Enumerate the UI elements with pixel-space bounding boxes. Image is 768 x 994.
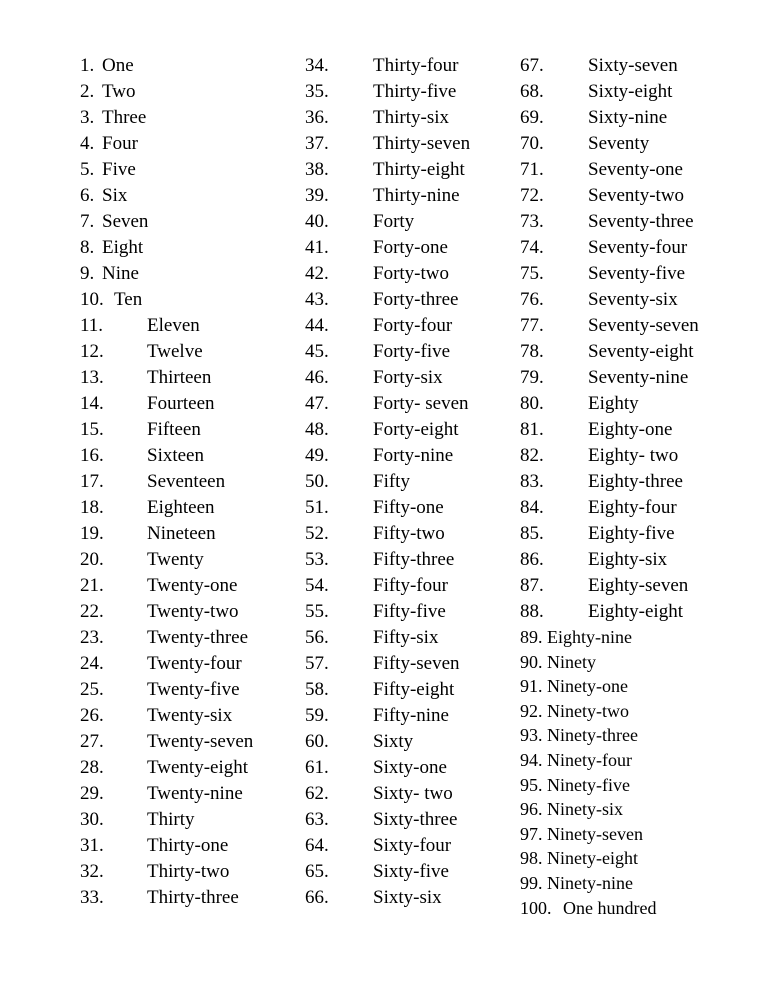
list-item-number: 26. [80, 705, 104, 726]
list-item-number: 68. [520, 81, 544, 102]
list-item-number: 49. [305, 445, 329, 466]
list-item-word: Seventy-two [588, 185, 685, 206]
list-item-number: 1. [80, 55, 95, 76]
list-item-word: Forty-three [373, 289, 459, 310]
list-item-word: Forty [373, 211, 415, 232]
list-item-number: 4. [80, 133, 95, 154]
list-item-number: 52. [305, 523, 329, 544]
list-item-word: Thirty-seven [373, 133, 471, 154]
list-item-number: 6. [80, 185, 95, 206]
list-item-word: Eighty [588, 393, 639, 414]
list-item-number: 86. [520, 549, 544, 570]
list-item-word: Ninety-eight [547, 848, 638, 869]
list-item-word: Fifty-two [373, 523, 445, 544]
list-item-number: 56. [305, 627, 329, 648]
list-item-word: Sixty-five [373, 861, 449, 882]
list-item-number: 2. [80, 81, 95, 102]
list-item-word: Twenty-nine [147, 783, 243, 804]
list-item-number: 73. [520, 211, 544, 232]
list-item-number: 89. [520, 627, 543, 647]
list-item-number: 17. [80, 471, 104, 492]
list-item-number: 78. [520, 341, 544, 362]
list-item-number: 28. [80, 757, 104, 778]
list-item-word: Ninety-nine [547, 872, 633, 893]
list-item-number: 13. [80, 367, 104, 388]
list-item-number: 18. [80, 497, 104, 518]
list-item-number: 34. [305, 55, 329, 76]
list-item-number: 47. [305, 393, 329, 414]
list-item-number: 46. [305, 367, 329, 388]
list-item-number: 63. [305, 809, 329, 830]
list-item-number: 30. [80, 809, 104, 830]
list-item-number: 84. [520, 497, 544, 518]
list-item-number: 95. [520, 774, 543, 795]
list-item-word: Forty-four [373, 315, 453, 336]
list-item-number: 20. [80, 549, 104, 570]
list-item-number: 62. [305, 783, 329, 804]
list-item-word: Forty-five [373, 341, 451, 362]
list-item-word: Thirty-eight [373, 159, 465, 180]
list-item-number: 23. [80, 627, 104, 648]
list-item-word: Sixty-three [373, 809, 458, 830]
list-item-word: Sixty- two [373, 783, 453, 804]
list-item-word: Fifty-eight [373, 679, 455, 700]
list-item-word: Seventy-nine [588, 367, 689, 388]
list-item-word: Sixty-one [373, 757, 447, 778]
list-item-number: 57. [305, 653, 329, 674]
list-item-word: Seventy-three [588, 211, 694, 232]
list-item-number: 81. [520, 419, 544, 440]
list-item-word: Forty-nine [373, 445, 454, 466]
list-item-word: Thirty-nine [373, 185, 460, 206]
list-item-word: Fifty-five [373, 601, 446, 622]
list-item-word: Twenty-one [147, 575, 238, 596]
list-item-number: 85. [520, 523, 544, 544]
list-item-number: 92. [520, 700, 543, 721]
list-item-word: Fourteen [147, 393, 215, 414]
list-item-number: 22. [80, 601, 104, 622]
list-item-word: Ninety-one [547, 676, 628, 697]
list-item-number: 82. [520, 445, 544, 466]
list-item-word: Thirty-one [147, 835, 229, 856]
list-item-number: 80. [520, 393, 544, 414]
list-item-number: 36. [305, 107, 329, 128]
list-item-word: Sixty-six [373, 887, 442, 908]
list-item-word: Ninety-two [547, 700, 629, 721]
list-item-number: 42. [305, 263, 329, 284]
list-item-word: Thirty-two [147, 861, 230, 882]
list-item-number: 59. [305, 705, 329, 726]
list-item-word: Twenty-four [147, 653, 242, 674]
list-item-word: Eighty- two [588, 445, 679, 466]
list-item-number: 74. [520, 237, 544, 258]
list-item-word: Fifty [373, 471, 410, 492]
list-item-word: Eighty-three [588, 471, 683, 492]
list-item-number: 76. [520, 289, 544, 310]
list-item-number: 32. [80, 861, 104, 882]
list-item-word: Twenty-eight [147, 757, 249, 778]
list-item-number: 33. [80, 887, 104, 908]
list-item-number: 3. [80, 107, 95, 128]
list-item-number: 54. [305, 575, 329, 596]
list-item-word: Fifteen [147, 419, 201, 440]
list-item-number: 45. [305, 341, 329, 362]
list-item-word: Sixty-four [373, 835, 452, 856]
list-item-word: Eighty-eight [588, 601, 683, 622]
list-item-word: Ninety-five [547, 774, 630, 795]
list-item-number: 48. [305, 419, 329, 440]
list-item-number: 43. [305, 289, 329, 310]
list-item-word: Forty-one [373, 237, 448, 258]
list-item-number: 88. [520, 601, 544, 622]
list-item-number: 75. [520, 263, 544, 284]
list-item-number: 67. [520, 55, 544, 76]
list-item-word: Nineteen [147, 523, 216, 544]
list-item-word: Ninety [547, 651, 596, 672]
list-item-number: 40. [305, 211, 329, 232]
list-item-number: 72. [520, 185, 544, 206]
list-item-number: 35. [305, 81, 329, 102]
list-item-number: 51. [305, 497, 329, 518]
list-item-number: 58. [305, 679, 329, 700]
list-item-word: One hundred [563, 897, 657, 918]
list-item-number: 64. [305, 835, 329, 856]
list-item-number: 65. [305, 861, 329, 882]
list-item-number: 94. [520, 749, 543, 770]
list-item-word: Three [102, 107, 147, 128]
list-item-number: 97. [520, 823, 543, 844]
list-item-word: Forty-six [373, 367, 443, 388]
list-item-word: Seven [102, 211, 149, 232]
list-item-word: Fifty-nine [373, 705, 449, 726]
list-item-number: 91. [520, 676, 543, 697]
list-item-word: Thirty-six [373, 107, 449, 128]
list-item-word: Eighteen [147, 497, 215, 518]
list-item-word: Forty-two [373, 263, 449, 284]
list-item-number: 11. [80, 315, 104, 336]
list-item-word: Ninety-four [547, 749, 632, 770]
list-item-word: Forty-eight [373, 419, 459, 440]
list-item-number: 98. [520, 848, 543, 869]
list-item-word: Thirty-five [373, 81, 457, 102]
list-item-word: Seventy-seven [588, 315, 699, 336]
list-item-word: Four [102, 133, 138, 154]
list-item-number: 70. [520, 133, 544, 154]
list-item-word: Fifty-seven [373, 653, 460, 674]
list-item-word: Eight [102, 237, 144, 258]
list-item-word: Seventy-one [588, 159, 683, 180]
list-item-word: Forty- seven [373, 393, 469, 414]
list-item-word: Sixty-eight [588, 81, 673, 102]
list-item-word: Twelve [147, 341, 203, 362]
list-item-number: 87. [520, 575, 544, 596]
list-item-number: 15. [80, 419, 104, 440]
list-item-number: 10. [80, 289, 104, 310]
list-item-number: 5. [80, 159, 95, 180]
list-item-word: Twenty-two [147, 601, 239, 622]
list-item-number: 83. [520, 471, 544, 492]
list-item-word: Seventeen [147, 471, 226, 492]
list-item-number: 16. [80, 445, 104, 466]
list-item-number: 71. [520, 159, 544, 180]
list-item-word: Five [102, 159, 136, 180]
list-item-number: 100. [520, 897, 552, 918]
list-item-word: Two [102, 81, 136, 102]
list-item-word: Sixty [373, 731, 414, 752]
list-item-number: 93. [520, 725, 543, 746]
list-item-word: Ninety-seven [547, 823, 643, 844]
list-item-word: Twenty-three [147, 627, 249, 648]
list-item-word: Seventy-five [588, 263, 686, 284]
list-item-number: 14. [80, 393, 104, 414]
list-item-word: Eighty-nine [547, 627, 632, 647]
list-item-number: 24. [80, 653, 104, 674]
list-item-number: 21. [80, 575, 104, 596]
list-item-number: 90. [520, 651, 543, 672]
list-item-word: Sixty-seven [588, 55, 678, 76]
list-item-number: 38. [305, 159, 329, 180]
list-item-number: 7. [80, 211, 95, 232]
list-item-word: Ten [114, 289, 143, 310]
list-item-word: Thirty [147, 809, 195, 830]
list-item-number: 44. [305, 315, 329, 336]
list-item-word: Twenty [147, 549, 204, 570]
list-item-word: Sixteen [147, 445, 204, 466]
list-item-number: 66. [305, 887, 329, 908]
list-item-number: 31. [80, 835, 104, 856]
list-item-word: Fifty-three [373, 549, 455, 570]
list-item-word: Fifty-four [373, 575, 448, 596]
list-item-word: Seventy-four [588, 237, 688, 258]
list-item-word: Twenty-seven [147, 731, 254, 752]
list-item-number: 61. [305, 757, 329, 778]
list-item-word: Ninety-three [547, 725, 638, 746]
list-item-number: 77. [520, 315, 544, 336]
list-item-number: 19. [80, 523, 104, 544]
list-item-word: One [102, 55, 134, 76]
list-item-word: Twenty-five [147, 679, 240, 700]
list-item-number: 9. [80, 263, 95, 284]
list-item-word: Seventy [588, 133, 650, 154]
list-item-number: 25. [80, 679, 104, 700]
list-item-word: Nine [102, 263, 139, 284]
list-item-number: 53. [305, 549, 329, 570]
list-item-number: 55. [305, 601, 329, 622]
list-item-word: Eleven [147, 315, 200, 336]
list-item-word: Eighty-five [588, 523, 675, 544]
list-item-word: Six [102, 185, 128, 206]
list-item-number: 8. [80, 237, 95, 258]
list-item-number: 37. [305, 133, 329, 154]
list-item-word: Thirty-three [147, 887, 239, 908]
list-item-number: 12. [80, 341, 104, 362]
list-item-number: 50. [305, 471, 329, 492]
list-item-number: 69. [520, 107, 544, 128]
list-item-number: 29. [80, 783, 104, 804]
list-item-word: Fifty-six [373, 627, 439, 648]
list-item-word: Eighty-one [588, 419, 673, 440]
list-item-word: Twenty-six [147, 705, 233, 726]
list-item-word: Eighty-four [588, 497, 677, 518]
list-item-word: Ninety-six [547, 799, 623, 820]
list-item-word: Fifty-one [373, 497, 444, 518]
list-item-word: Thirty-four [373, 55, 459, 76]
list-item-word: Eighty-six [588, 549, 668, 570]
list-item-number: 39. [305, 185, 329, 206]
list-item-number: 96. [520, 799, 543, 820]
list-item-number: 79. [520, 367, 544, 388]
list-item-number: 41. [305, 237, 329, 258]
list-item-word: Seventy-eight [588, 341, 694, 362]
list-item-number: 99. [520, 872, 543, 893]
list-item-number: 60. [305, 731, 329, 752]
list-item-word: Sixty-nine [588, 107, 668, 128]
list-item-word: Thirteen [147, 367, 212, 388]
list-item-word: Eighty-seven [588, 575, 689, 596]
list-item-number: 27. [80, 731, 104, 752]
list-item-word: Seventy-six [588, 289, 678, 310]
